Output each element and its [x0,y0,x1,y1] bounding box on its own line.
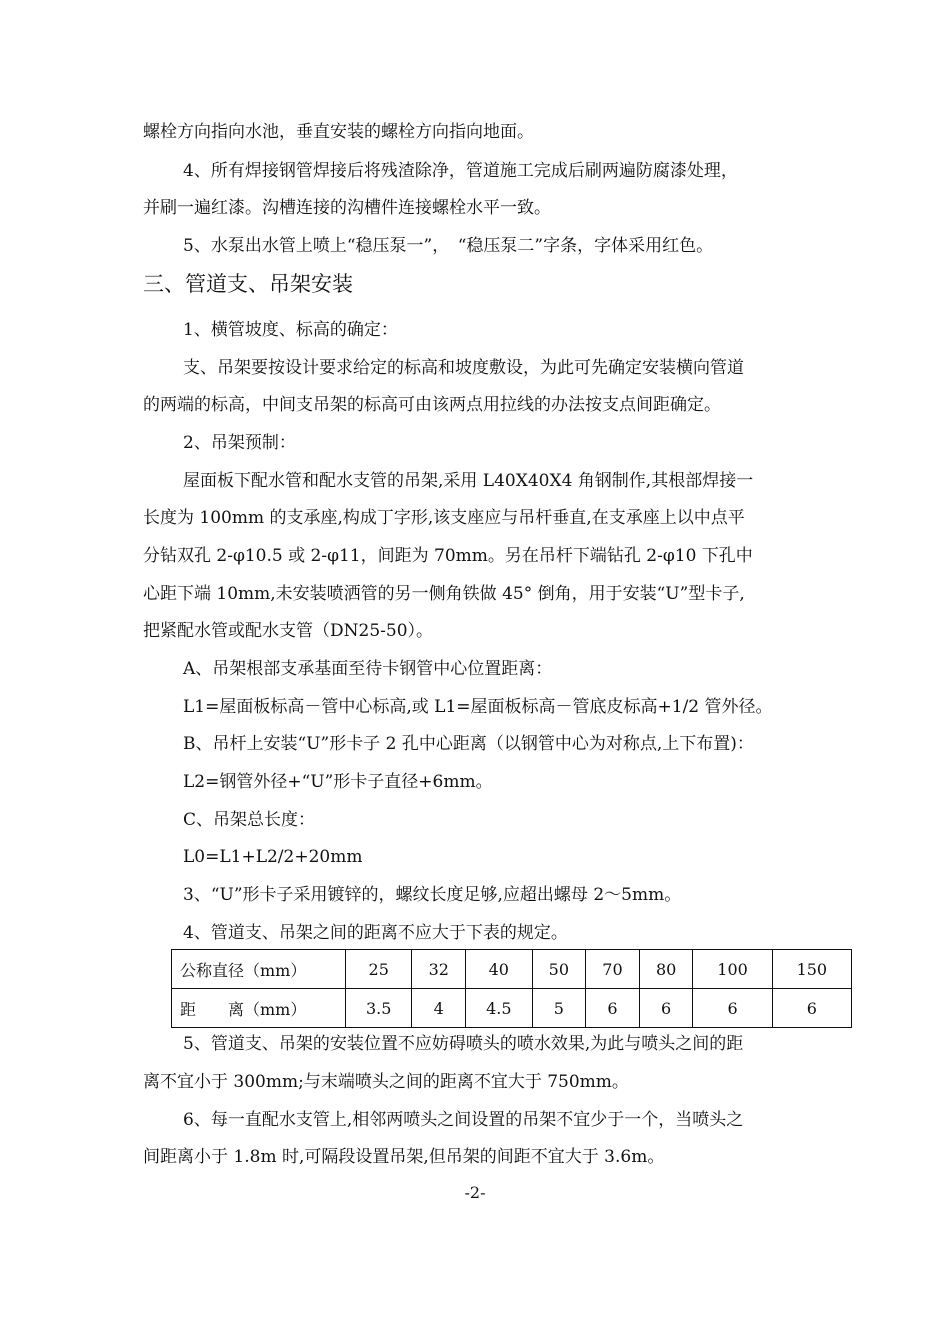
paragraph-line: 5、水泵出水管上喷上“稳压泵一”， “稳压泵二”字条，字体采用红色。 [183,236,714,256]
table-cell: 6 [693,989,772,1028]
paragraph-line: 支、吊架要按设计要求给定的标高和坡度敷设，为此可先确定安装横向管道 [183,358,744,378]
paragraph-line: 的两端的标高，中间支吊架的标高可由该两点用拉线的办法按支点间距确定。 [143,395,721,415]
support-spacing-table [171,949,852,1028]
page-number: -2- [464,1183,486,1202]
paragraph-line: 6、每一直配水支管上,相邻两喷头之间设置的吊架不宜少于一个，当喷头之 [183,1110,744,1130]
table-cell: 4 [412,989,466,1028]
paragraph-line: 心距下端 10mm,未安装喷洒管的另一侧角铁做 45° 倒角，用于安装“U”型卡子, [143,584,745,604]
table-cell: 32 [412,950,466,989]
paragraph-line: C、吊架总长度： [183,810,316,830]
paragraph-line: 5、管道支、吊架的安装位置不应妨碍喷头的喷水效果,为此与喷头之间的距 [183,1034,744,1054]
paragraph-line: 分钻双孔 2-φ10.5 或 2-φ11，间距为 70mm。另在吊杆下端钻孔 2-φ10 下孔中 [143,546,753,566]
table-row [172,989,852,1028]
table-row-label: 公称直径（mm） [172,950,346,989]
paragraph-line: 并刷一遍红漆。沟槽连接的沟槽件连接螺栓水平一致。 [143,198,551,218]
table-cell: 80 [639,950,693,989]
paragraph-line: 屋面板下配水管和配水支管的吊架,采用 L40X40X4 角钢制作,其根部焊接一 [183,471,754,491]
table-cell: 70 [586,950,640,989]
paragraph-line: 离不宜小于 300mm;与末端喷头之间的距离不宜大于 750mm。 [143,1072,629,1092]
paragraph-line: 4、管道支、吊架之间的距离不应大于下表的规定。 [183,923,568,943]
table-row-label: 距 离（mm） [172,989,346,1028]
table-cell: 4.5 [466,989,532,1028]
paragraph-line: 3、“U”形卡子采用镀锌的，螺纹长度足够,应超出螺母 2～5mm。 [183,885,682,905]
paragraph-line: L1=屋面板标高－管中心标高,或 L1=屋面板标高－管底皮标高+1/2 管外径。 [183,697,773,717]
paragraph-line: 长度为 100mm 的支承座,构成丁字形,该支座应与吊杆垂直,在支承座上以中点平 [143,508,745,528]
table-cell: 40 [466,950,532,989]
paragraph-line: 把紧配水管或配水支管（DN25-50）。 [143,621,434,641]
paragraph-line: A、吊架根部支承基面至待卡钢管中心位置距离： [183,659,553,679]
table-cell: 6 [586,989,640,1028]
paragraph-line: B、吊杆上安装“U”形卡子 2 孔中心距离（以钢管中心为对称点,上下布置)： [183,734,754,754]
table-cell: 25 [346,950,412,989]
table-cell: 5 [532,989,586,1028]
table-cell: 150 [772,950,851,989]
paragraph-line: 间距离小于 1.8m 时,可隔段设置吊架,但吊架的间距不宜大于 3.6m。 [143,1147,665,1167]
table-cell: 6 [639,989,693,1028]
paragraph-line: 螺栓方向指向水池，垂直安装的螺栓方向指向地面。 [143,122,534,142]
section-heading: 三、管道支、吊架安装 [143,272,353,296]
table-cell: 50 [532,950,586,989]
table-cell: 3.5 [346,989,412,1028]
paragraph-line: 4、所有焊接钢管焊接后将残渣除净，管道施工完成后刷两遍防腐漆处理， [183,161,738,181]
paragraph-line: 1、横管坡度、标高的确定： [183,320,398,340]
table-cell: 100 [693,950,772,989]
paragraph-line: L2=钢管外径+“U”形卡子直径+6mm。 [183,772,493,792]
paragraph-line: L0=L1+L2/2+20mm [183,847,363,867]
paragraph-line: 2、吊架预制： [183,433,296,453]
table-row [172,950,852,989]
table-cell: 6 [772,989,851,1028]
